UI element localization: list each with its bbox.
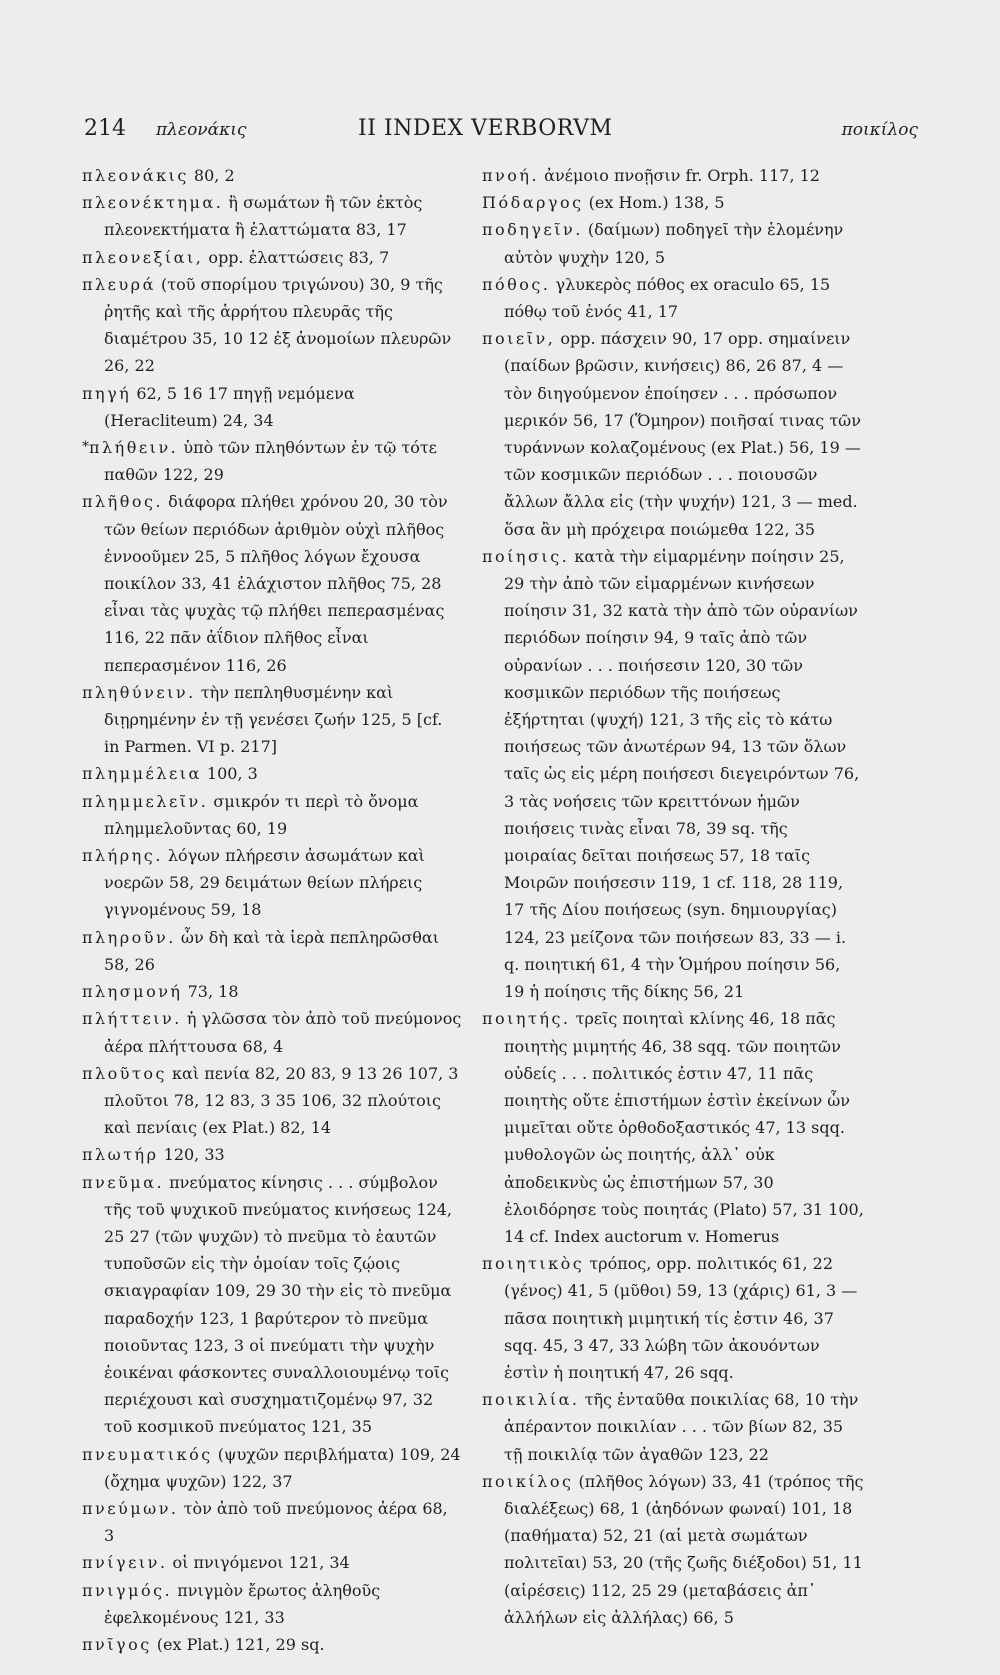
- entry-text: τῆς ἐνταῦθα ποικιλίας 68, 10 τὴν ἀπέραντον ποικιλίαν . . . τῶν βίων 82, 35 τῇ ποικιλίᾳ τῶν ἀγαθῶν 123, 22: [504, 1390, 859, 1464]
- entry-text: τρεῖς ποιηταὶ κλίνης 46, 18 πᾶς ποιητὴς μιμητής 46, 38 sqq. τῶν ποιητῶν οὐδείς . . . πολιτικός ἐστιν 47, 11 πᾶς ποιητὴς οὔτε ἐπιστήμων ἐστὶν ἐκείνων ὧν μιμεῖται οὔτε ὀρθοδοξαστικός 47, 13 sqq. μυθολογῶν ὡς ποιητής, ἀλλ᾽ οὐκ ἀποδεικνὺς ὡς ἐπιστήμων 57, 30 ἐλοιδόρησε τοὺς ποιητάς (Plato) 57, 31 100, 14 cf. Index auctorum v. Homerus: [504, 1009, 864, 1246]
- entry-lemma: ποδηγεῖν.: [482, 220, 583, 240]
- index-entry: [482, 162, 864, 189]
- index-entry: [82, 1005, 462, 1059]
- entry-text: opp. πάσχειν 90, 17 opp. σημαίνειν (παίδων βρῶσιν, κινήσεις) 86, 26 87, 4 — τὸν διηγούμενον ἐποίησεν . . . πρόσωπον μερικόν 56, 17 (Ὅμηρον) ποιῆσαί τινας τῶν τυράννων κολαζομένους (ex Plat.) 56, 19 — τῶν κοσμικῶν περιόδων . . . ποιουσῶν ἄλλων ἄλλα εἰς (τὴν ψυχήν) 121, 3 — med. ὅσα ἂν μὴ πρόχειρα ποιώμεθα 122, 35: [504, 329, 861, 539]
- entry-text: ὑπὸ τῶν πληθόντων ἐν τῷ τότε παθῶν 122, 29: [104, 438, 437, 485]
- entry-text: πνεύματος κίνησις . . . σύμβολον τῆς τοῦ ψυχικοῦ πνεύματος κινήσεως 124, 25 27 (τῶν ψυχῶν) τὸ πνεῦμα τὸ ἑαυτῶν τυποῦσῶν εἰς τὴν ὁμοίαν τοῖς ζῴοις σκιαγραφίαν 109, 29 30 τὴν εἰς τὸ πνεῦμα παραδοχήν 123, 1 βαρύτερον τὸ πνεῦμα ποιοῦντας 123, 3 οἱ πνεύματι τὴν ψυχὴν ἐοικέναι φάσκοντες συναλλοιουμένῳ τοῖς περιέχουσι καὶ συσχηματιζομένῳ 97, 32 τοῦ κοσμικοῦ πνεύματος 121, 35: [104, 1172, 452, 1437]
- index-entry: [82, 271, 462, 380]
- index-entry: [482, 271, 864, 325]
- entry-lemma: πηγή: [82, 383, 132, 403]
- running-header: [82, 116, 918, 152]
- entry-lemma: ποικιλία.: [482, 1390, 580, 1410]
- entry-lemma: πνεῦμα.: [82, 1172, 165, 1192]
- entry-text: γλυκερὸς πόθος ex oraculo 65, 15 πόθῳ τοῦ ἑνός 41, 17: [504, 274, 831, 322]
- index-entry: [82, 679, 462, 761]
- entry-text: (πλῆθος λόγων) 33, 41 (τρόπος τῆς διαλέξεως) 68, 1 (ἀηδόνων φωναί) 101, 18 (παθήματα) 52, 21 (αἱ μετὰ σωμάτων πολιτεῖαι) 53, 20 (τῆς ζωῆς διέξοδοι) 51, 11 (αἱρέσεις) 112, 25 29 (μεταβάσεις ἀπ᾽ ἀλλήλων εἰς ἀλλήλας) 66, 5: [504, 1471, 864, 1627]
- entry-text: (ψυχῶν περιβλήματα) 109, 24 (ὄχημα ψυχῶν) 122, 37: [104, 1444, 461, 1491]
- entry-lemma: ποιητής.: [482, 1009, 571, 1029]
- entry-text: (τοῦ σπορίμου τριγώνου) 30, 9 τῆς ῥητῆς καὶ τῆς ἀρρήτου πλευρᾶς τῆς διαμέτρου 35, 10 12 ἐξ ἀνομοίων πλευρῶν 26, 22: [104, 274, 452, 376]
- entry-lemma: πλημμέλεια: [82, 764, 202, 784]
- entry-text: ἡ γλῶσσα τὸν ἀπὸ τοῦ πνεύμονος ἀέρα πλήττουσα 68, 4: [104, 1009, 462, 1056]
- index-entry: [482, 1005, 864, 1250]
- entry-text: 120, 33: [158, 1145, 225, 1165]
- entry-marker: *: [82, 439, 89, 456]
- index-entry: [482, 1250, 864, 1386]
- header-title: II INDEX VERBORVM: [358, 116, 613, 141]
- entry-text: opp. ἐλαττώσεις 83, 7: [203, 247, 390, 267]
- entry-lemma: πνοή.: [482, 166, 540, 185]
- entry-lemma: ποιεῖν,: [482, 329, 556, 349]
- header-first-word: πλεονάκις: [156, 120, 247, 140]
- entry-lemma: πληροῦν.: [82, 927, 176, 947]
- index-entry: [82, 788, 462, 842]
- entry-text: ὧν δὴ καὶ τὰ ἱερὰ πεπληρῶσθαι 58, 26: [104, 927, 439, 974]
- entry-text: οἱ πνιγόμενοι 121, 34: [167, 1553, 350, 1573]
- index-entry: [82, 1441, 462, 1495]
- entry-lemma: πλημμελεῖν.: [82, 791, 209, 811]
- index-entry: [82, 760, 462, 787]
- entry-lemma: πνίγειν.: [82, 1553, 168, 1573]
- entry-text: (ex Plat.) 121, 29 sq.: [151, 1634, 325, 1654]
- entry-text: διάφορα πλήθει χρόνου 20, 30 τὸν τῶν θείων περιόδων ἀριθμὸν οὐχὶ πλῆθος ἐννοοῦμεν 25, 5 πλῆθος λόγων ἔχουσα ποικίλον 33, 41 ἐλάχιστον πλῆθος 75, 28 εἶναι τὰς ψυχὰς τῷ πλήθει πεπερασμένας 116, 22 πᾶν ἀΐδιον πλῆθος εἶναι πεπερασμένον 116, 26: [104, 492, 448, 675]
- entry-lemma: πλοῦτος: [82, 1063, 167, 1083]
- index-entry: [82, 434, 462, 488]
- index-entry: [82, 1577, 462, 1631]
- index-entry: [482, 1386, 864, 1468]
- index-entry: [482, 1468, 864, 1631]
- entry-text: (ex Hom.) 138, 5: [583, 193, 725, 213]
- entry-lemma: πόθος.: [482, 274, 551, 294]
- entry-lemma: πλευρά: [82, 274, 156, 294]
- entry-lemma: πνιγμός.: [82, 1580, 173, 1600]
- index-entry: [82, 978, 462, 1005]
- entry-lemma: Πόδαργος: [482, 193, 584, 213]
- entry-lemma: πλήττειν.: [82, 1009, 182, 1029]
- entry-lemma: πνευματικός: [82, 1444, 213, 1464]
- index-entry: [82, 842, 462, 924]
- entry-text: τρόπος, opp. πολιτικός 61, 22 (γένος) 41, 5 (μῦθοι) 59, 13 (χάρις) 61, 3 — πᾶσα ποιητικὴ μιμητική τίς ἐστιν 46, 37 sqq. 45, 3 47, 33 λώβη τῶν ἀκουόντων ἐστὶν ἡ ποιητική 47, 26 sqq.: [504, 1254, 858, 1382]
- left-column: [82, 162, 462, 1658]
- entry-text: κατὰ τὴν εἱμαρμένην ποίησιν 25, 29 τὴν ἀπὸ τῶν εἱμαρμένων κινήσεων ποίησιν 31, 32 κατὰ τὴν ἀπὸ τῶν οὐρανίων περιόδων ποίησιν 94, 9 ταῖς ἀπὸ τῶν οὐρανίων . . . ποιήσεσιν 120, 30 τῶν κοσμικῶν περιόδων τῆς ποιήσεως ἐξήρτηται (ψυχή) 121, 3 τῆς εἰς τὸ κάτω ποιήσεως τῶν ἀνωτέρων 94, 13 τῶν ὅλων ταῖς ὡς εἰς μέρη ποιήσεσι διεγειρόντων 76, 3 τὰς νοήσεις τῶν κρειττόνων ἡμῶν ποιήσεις τινὰς εἶναι 78, 39 sq. τῆς μοιραίας δεῖται ποιήσεως 57, 18 ταῖς Μοιρῶν ποιήσεσιν 119, 1 cf. 118, 28 119, 17 τῆς Δίου ποιήσεως (syn. δημιουργίας) 124, 23 μείζονα τῶν ποιήσεων 83, 33 — i. q. ποιητική 61, 4 τὴν Ὁμήρου ποίησιν 56, 19 ἡ ποίησις τῆς δίκης 56, 21: [504, 546, 860, 1002]
- page-number: 214: [84, 116, 126, 141]
- entry-lemma: πλήρης.: [82, 846, 163, 866]
- entry-text: 100, 3: [201, 764, 258, 784]
- index-entry: [482, 216, 864, 270]
- entry-lemma: πλεονεξίαι,: [82, 247, 204, 267]
- entry-text: πνιγμὸν ἔρωτος ἀληθοῦς ἐφελκομένους 121, 33: [104, 1580, 381, 1627]
- index-entry: [82, 1631, 462, 1658]
- index-entry: [82, 1141, 462, 1168]
- entry-lemma: πλήθειν.: [89, 438, 179, 458]
- entry-lemma: ποικίλος: [482, 1471, 574, 1491]
- index-entry: [82, 924, 462, 978]
- entry-lemma: πλεονάκις: [82, 166, 189, 185]
- entry-text: καὶ πενία 82, 20 83, 9 13 26 107, 3 πλοῦτοι 78, 12 83, 3 35 106, 32 πλούτοις καὶ πενίαις (ex Plat.) 82, 14: [104, 1063, 459, 1138]
- entry-text: σμικρόν τι περὶ τὸ ὄνομα πλημμελοῦντας 60, 19: [104, 791, 419, 838]
- header-last-word: ποικίλος: [841, 120, 918, 140]
- entry-lemma: ποιητικὸς: [482, 1254, 585, 1274]
- index-entry: [82, 1169, 462, 1441]
- index-entry: [82, 488, 462, 678]
- entry-text: τὴν πεπληθυσμένην καὶ διῃρημένην ἐν τῇ γενέσει ζωήν 125, 5 [cf. in Parmen. VI p. 217]: [104, 682, 443, 757]
- index-entry: [482, 543, 864, 1005]
- index-entry: [82, 244, 462, 271]
- index-entry: [82, 380, 462, 434]
- index-entry: [482, 189, 864, 216]
- entry-text: τὸν ἀπὸ τοῦ πνεύμονος ἀέρα 68, 3: [104, 1498, 448, 1546]
- entry-text: 80, 2: [188, 166, 235, 185]
- entry-lemma: πλεονέκτημα.: [82, 193, 224, 213]
- entry-lemma: πλῆθος.: [82, 492, 164, 512]
- entry-lemma: πλωτήρ: [82, 1145, 159, 1165]
- entry-text: ἢ σωμάτων ἢ τῶν ἐκτὸς πλεονεκτήματα ἢ ἐλαττώματα 83, 17: [104, 193, 423, 240]
- index-entry: [482, 325, 864, 543]
- entry-text: 62, 5 16 17 πηγῇ νεμόμενα (Heracliteum) 24, 34: [104, 383, 355, 430]
- index-entry: [82, 162, 462, 189]
- entry-lemma: πλησμονή: [82, 982, 183, 1002]
- entry-lemma: πνῖγος: [82, 1634, 152, 1654]
- entry-text: ἀνέμοιο πνοῇσιν fr. Orph. 117, 12: [539, 166, 820, 185]
- entry-lemma: πληθύνειν.: [82, 682, 196, 702]
- entry-lemma: πνεύμων.: [82, 1498, 179, 1518]
- index-entry: [82, 1495, 462, 1549]
- entry-text: λόγων πλήρεσιν ἀσωμάτων καὶ νοερῶν 58, 29 δειμάτων θείων πλήρεις γιγνομένους 59, 18: [104, 846, 425, 920]
- right-column: [482, 162, 864, 1631]
- index-entry: [82, 1549, 462, 1576]
- entry-text: 73, 18: [182, 982, 239, 1002]
- entry-text: (δαίμων) ποδηγεῖ τὴν ἑλομένην αὐτὸν ψυχὴν 120, 5: [504, 220, 844, 267]
- index-entry: [82, 1060, 462, 1142]
- index-entry: [82, 189, 462, 243]
- entry-lemma: ποίησις.: [482, 546, 570, 566]
